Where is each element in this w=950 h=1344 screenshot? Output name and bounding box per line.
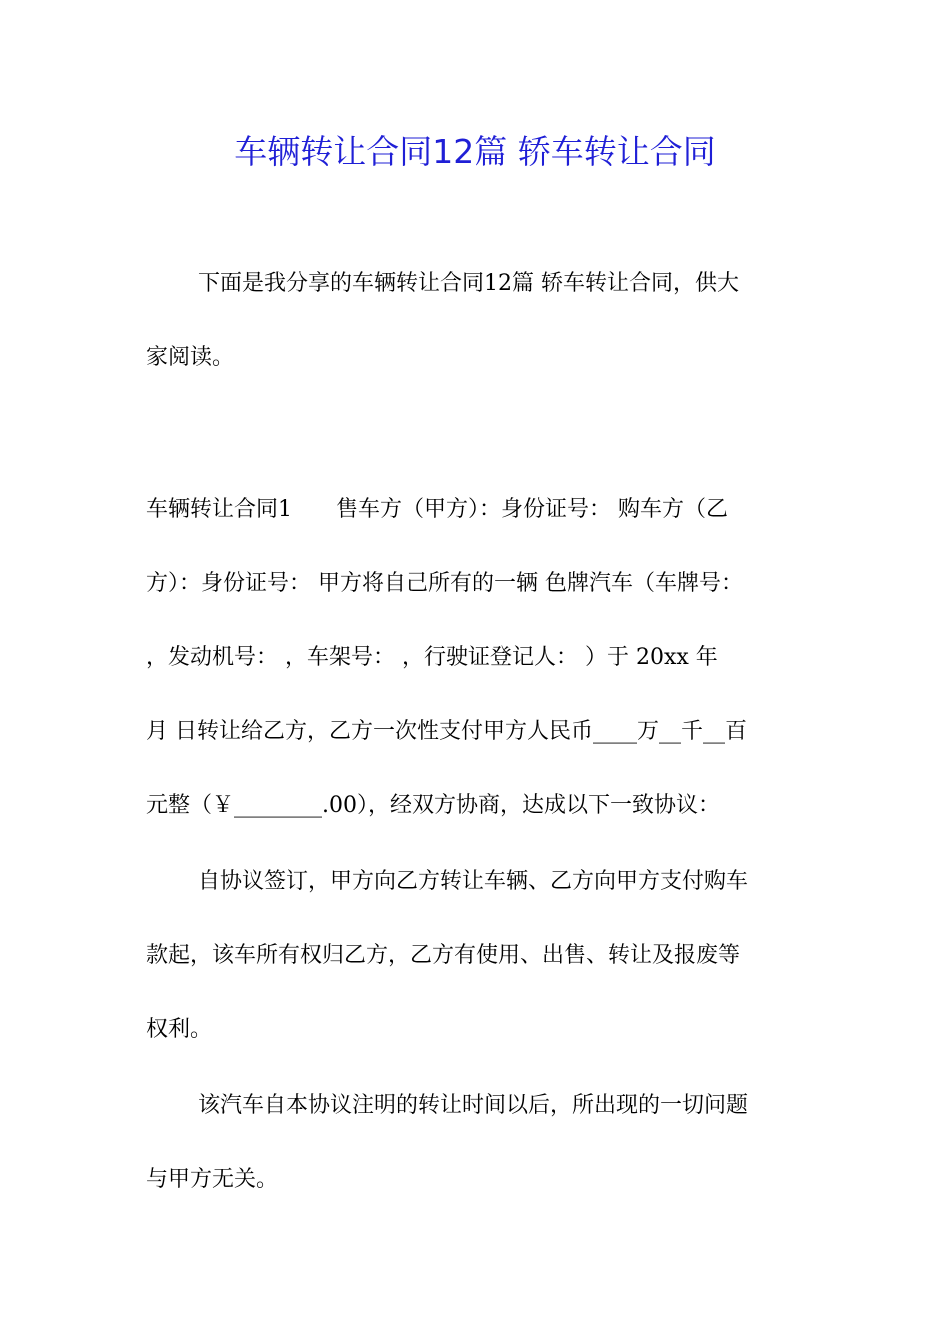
section2-line-1: 自协议签订，甲方向乙方转让车辆、乙方向甲方支付购车	[198, 869, 749, 894]
section2-line-2: 款起，该车所有权归乙方，乙方有使用、出售、转让及报废等	[146, 943, 741, 968]
section1-line-2: 方）：身份证号： 甲方将自己所有的一辆 色牌汽车（车牌号：	[146, 571, 743, 596]
section3-line-1: 该汽车自本协议注明的转让时间以后，所出现的一切问题	[198, 1093, 749, 1118]
intro-paragraph	[146, 247, 810, 395]
section3-paragraph	[146, 1069, 810, 1217]
section3-line-2: 与甲方无关。	[146, 1167, 279, 1192]
intro-line-2: 家阅读。	[146, 345, 235, 370]
intro-line-1: 下面是我分享的车辆转让合同12篇 轿车转让合同，供大	[198, 271, 739, 296]
section1-line-1: 车辆转让合同1 售车方（甲方）：身份证号： 购车方（乙	[146, 497, 728, 522]
section2-line-3: 权利。	[146, 1017, 213, 1042]
section1-line-3: ，发动机号： ，车架号： ，行驶证登记人： ）于 20xx 年	[146, 645, 718, 670]
section1-line-5: 元整（￥________.00），经双方协商，达成以下一致协议：	[146, 793, 720, 818]
section2-paragraph	[146, 845, 810, 1067]
document-title: 车辆转让合同12篇 轿车转让合同	[234, 132, 716, 171]
section1-line-4: 月 日转让给乙方，乙方一次性支付甲方人民币____万__千__百	[146, 719, 747, 744]
section1-paragraph	[146, 473, 810, 843]
